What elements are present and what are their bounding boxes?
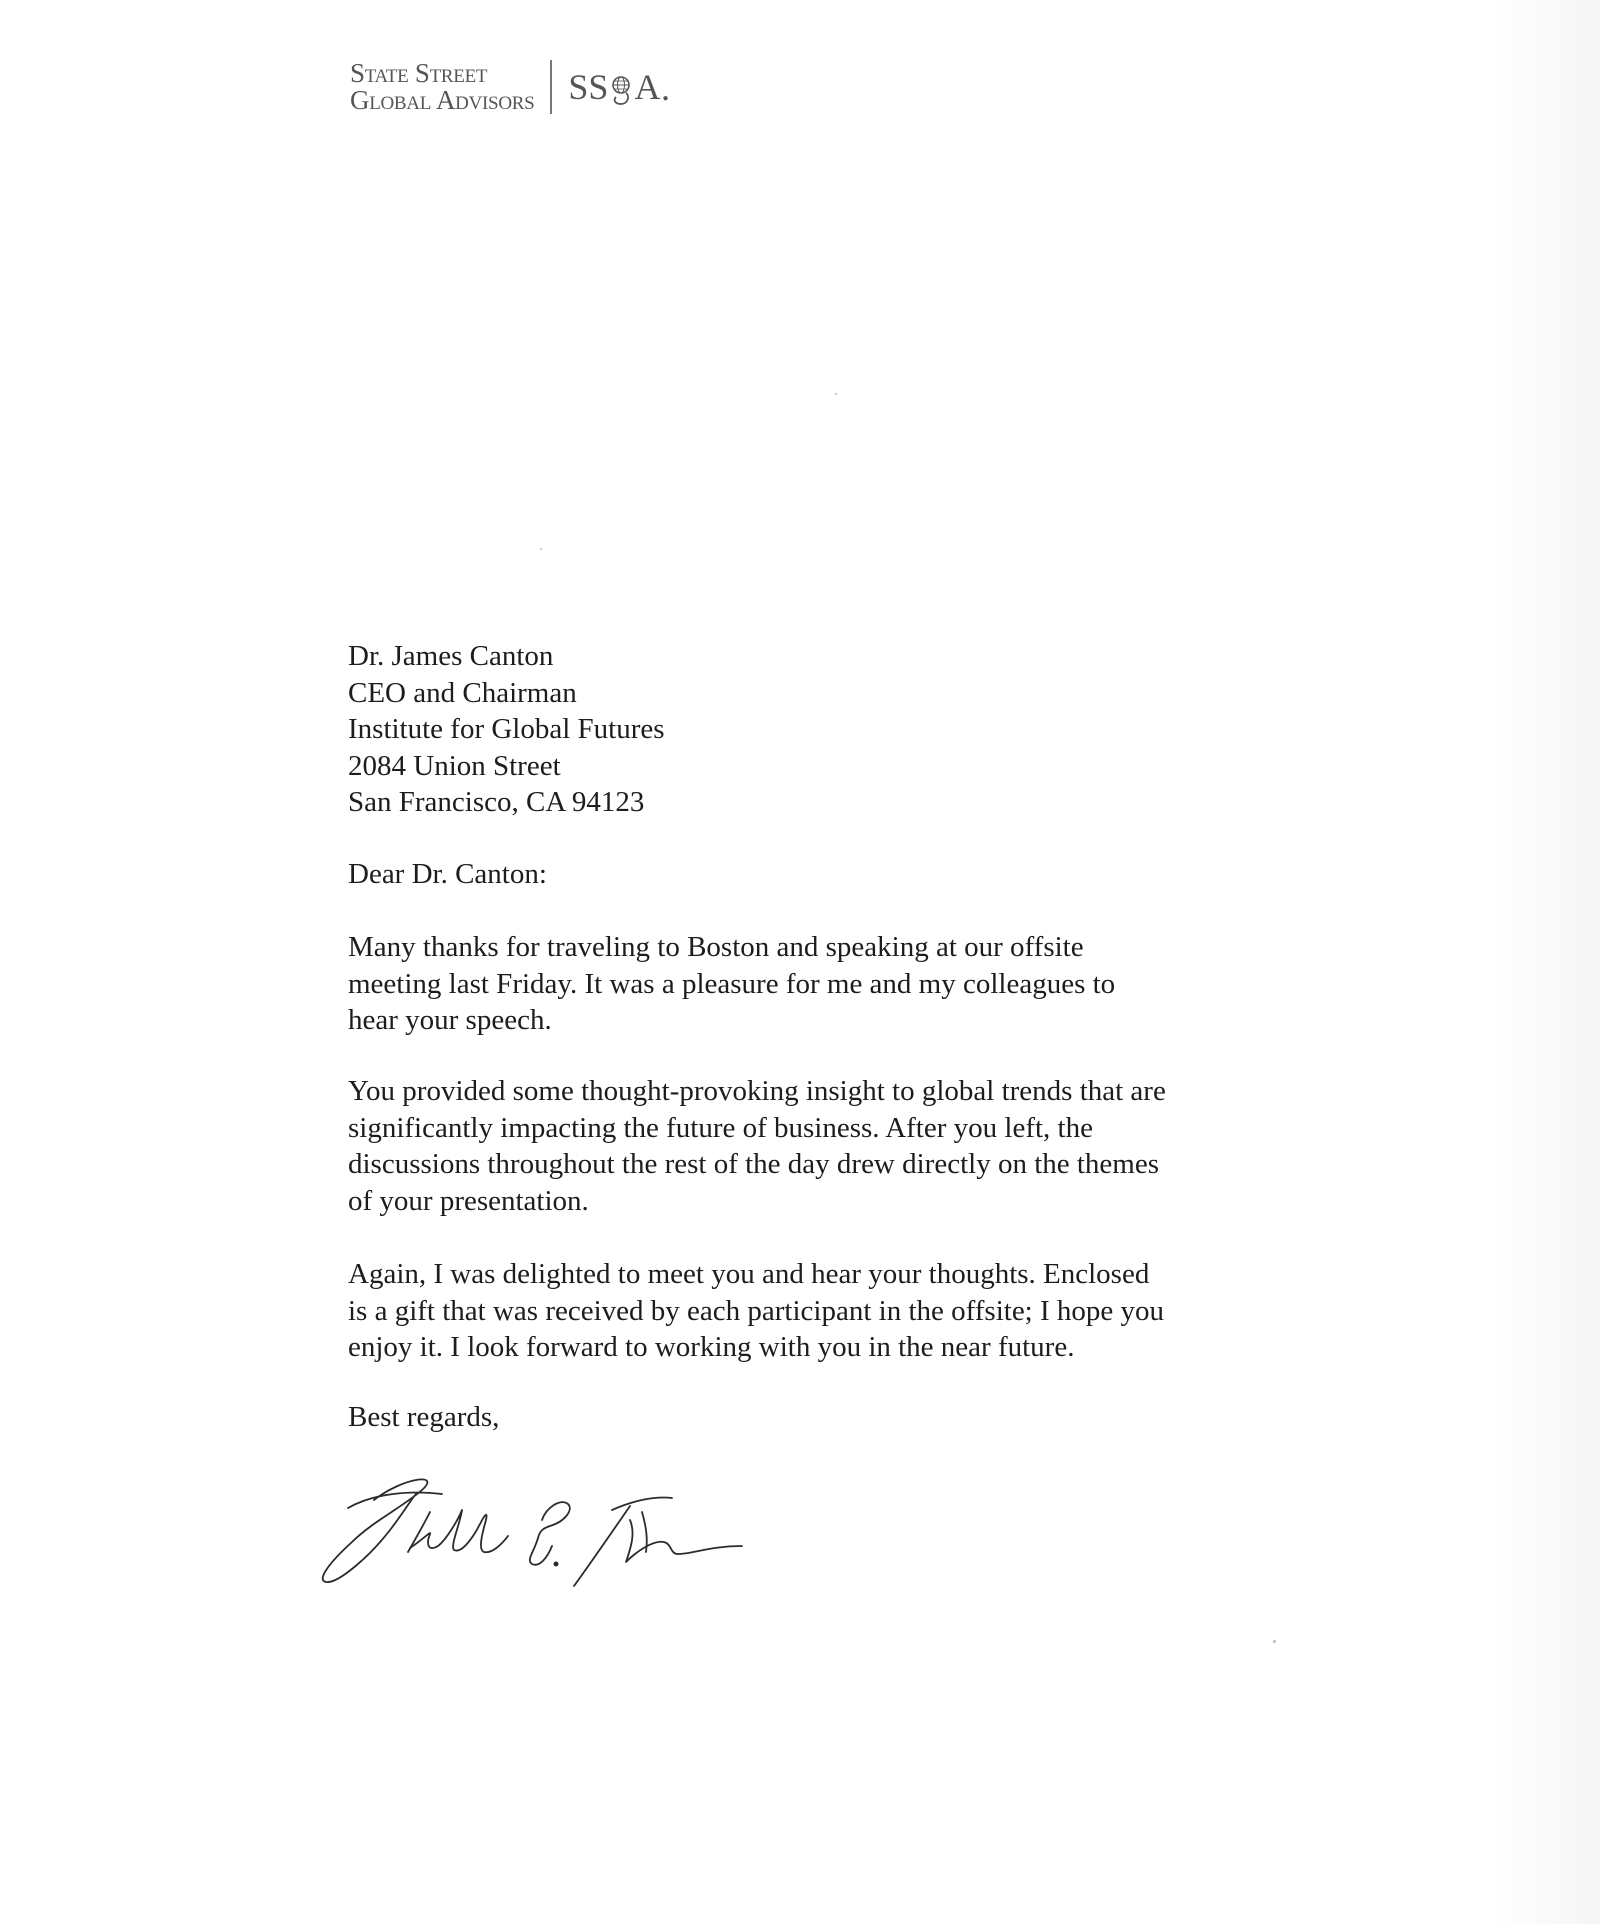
recipient-name: Dr. James Canton <box>348 640 554 672</box>
body-paragraph-2 <box>348 1073 1166 1219</box>
recipient-city-state-zip: San Francisco, CA 94123 <box>348 786 645 818</box>
body-paragraph-1 <box>348 929 1115 1039</box>
paragraph-line: enjoy it. I look forward to working with you in the near future. <box>348 1331 1075 1363</box>
paragraph-line: hear your speech. <box>348 1004 552 1036</box>
registered-mark-icon: ● <box>662 93 669 104</box>
paragraph-line: discussions throughout the rest of the day drew directly on the themes <box>348 1148 1160 1180</box>
paragraph-line: is a gift that was received by each participant in the offsite; I hope you <box>348 1294 1165 1327</box>
scan-speck <box>540 548 542 550</box>
handwritten-signature-icon <box>312 1460 752 1590</box>
paragraph-line: meeting last Friday. It was a pleasure for me and my colleagues to <box>348 967 1116 1000</box>
logo-prefix: SS <box>568 67 609 107</box>
scan-speck <box>835 393 837 395</box>
paragraph-line: You provided some thought-provoking insight to global trends that are <box>348 1075 1166 1107</box>
logo-suffix: A <box>634 67 661 107</box>
paragraph-line: Many thanks for traveling to Boston and speaking at our offsite <box>348 931 1084 963</box>
closing-text: Best regards, <box>348 1401 500 1433</box>
recipient-title: CEO and Chairman <box>348 676 577 709</box>
paragraph-line: of your presentation. <box>348 1184 589 1217</box>
company-name-line-2: Global Advisors <box>350 85 535 115</box>
salutation-text: Dear Dr. Canton: <box>348 858 547 890</box>
salutation <box>348 856 547 893</box>
letterhead <box>350 58 668 116</box>
scan-speck <box>1273 1640 1276 1643</box>
globe-g-icon <box>609 74 633 108</box>
ssga-logo <box>568 66 668 108</box>
recipient-address <box>348 638 665 821</box>
letterhead-divider <box>550 60 552 114</box>
paragraph-line: Again, I was delighted to meet you and hear your thoughts. Enclosed <box>348 1258 1150 1290</box>
scan-edge-shading <box>1490 0 1600 1924</box>
paragraph-line: significantly impacting the future of business. After you left, the <box>348 1111 1093 1144</box>
recipient-street: 2084 Union Street <box>348 749 561 782</box>
recipient-organization: Institute for Global Futures <box>348 713 665 745</box>
body-paragraph-3 <box>348 1256 1164 1366</box>
closing <box>348 1399 499 1436</box>
company-name-line-1: State Street <box>350 58 488 88</box>
company-name <box>350 60 534 114</box>
